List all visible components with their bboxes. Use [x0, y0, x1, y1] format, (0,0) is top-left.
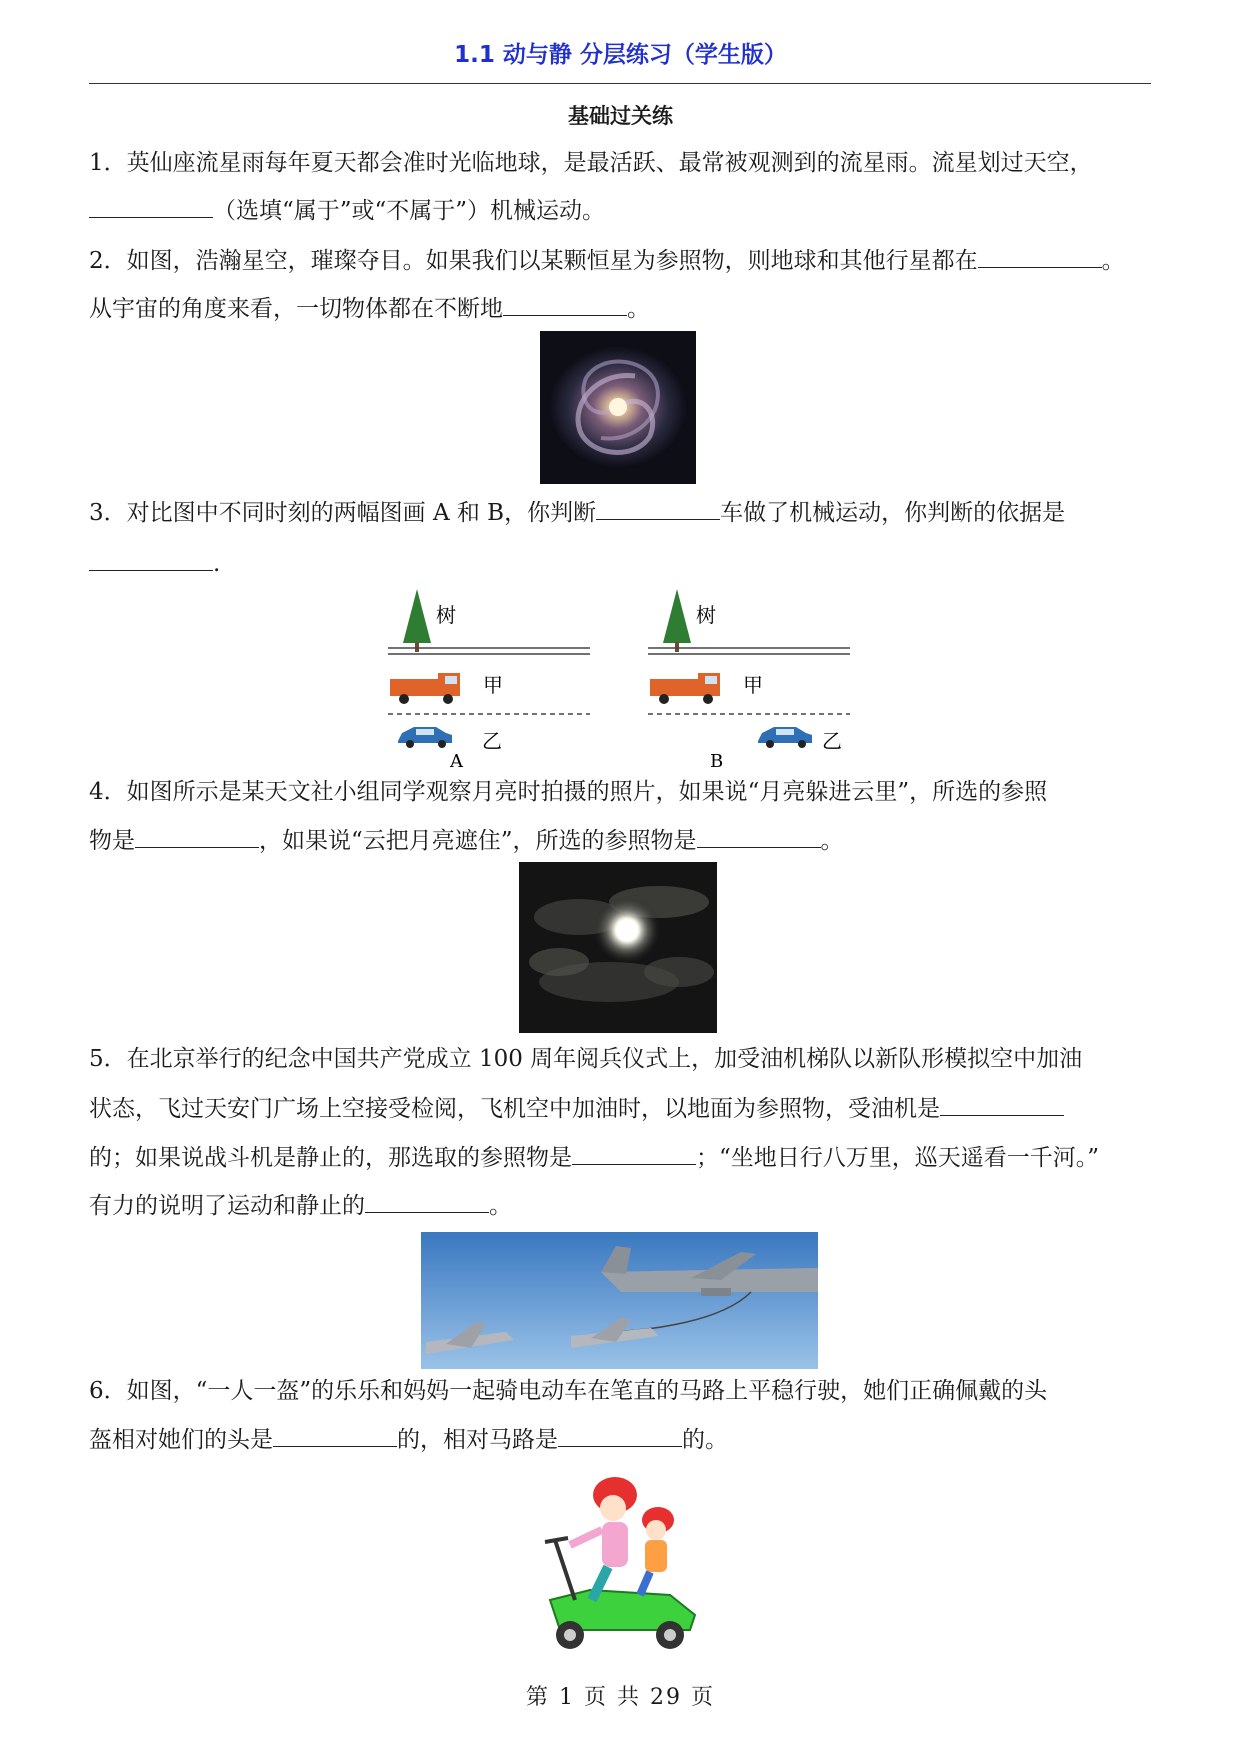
- truck-label: 甲: [483, 673, 503, 697]
- answer-blank[interactable]: [503, 293, 627, 316]
- answer-blank[interactable]: [273, 1424, 397, 1447]
- mother-rider: [570, 1477, 637, 1600]
- q5-line1: 5．在北京举行的纪念中国共产党成立 100 周年阅兵仪式上，加受油机梯队以新队形模拟空中加油: [89, 1046, 1083, 1072]
- q6-line2: 盔相对她们的头是 的，相对马路是 的。: [89, 1424, 728, 1455]
- q2-line2: 从宇宙的角度来看，一切物体都在不断地 。: [89, 293, 650, 324]
- page-title: 1.1 动与静 分层练习（学生版）: [454, 42, 787, 68]
- aerial-refueling-image: [421, 1232, 818, 1369]
- tree-icon: [403, 589, 431, 652]
- q5-line2: 状态，飞过天安门广场上空接受检阅，飞机空中加油时，以地面为参照物，受油机是: [89, 1093, 1064, 1124]
- panel-b-label: B: [710, 751, 724, 770]
- truck-icon: [390, 673, 460, 704]
- q4-line2: 物是 ，如果说“云把月亮遮住”，所选的参照物是 。: [89, 825, 844, 856]
- tree-label: 树: [696, 603, 716, 627]
- panel-a-label: A: [450, 751, 463, 770]
- q2-line1: 2．如图，浩瀚星空，璀璨夺目。如果我们以某颗恒星为参照物，则地球和其他行星都在 。: [89, 245, 1125, 276]
- answer-blank[interactable]: [596, 497, 720, 520]
- answer-blank[interactable]: [940, 1093, 1064, 1116]
- q5-line3: 的；如果说战斗机是静止的，那选取的参照物是 ；“坐地日行八万里，巡天遥看一千河。”: [89, 1142, 1099, 1173]
- answer-blank[interactable]: [89, 548, 213, 571]
- child-rider: [640, 1507, 674, 1595]
- answer-blank[interactable]: [135, 825, 259, 848]
- q1-line1: 1．英仙座流星雨每年夏天都会准时光临地球，是最活跃、最常被观测到的流星雨。流星划过天空，: [89, 150, 1093, 176]
- q6-line1: 6．如图，“一人一盔”的乐乐和妈妈一起骑电动车在笔直的马路上平稳行驶，她们正确佩戴的头: [89, 1378, 1048, 1404]
- answer-blank[interactable]: [572, 1142, 696, 1165]
- q3-line2: .: [89, 548, 220, 579]
- tree-icon: [663, 589, 691, 652]
- tree-label: 树: [436, 603, 456, 627]
- car-icon: [758, 727, 812, 748]
- q3-line1: 3．对比图中不同时刻的两幅图画 A 和 B，你判断 车做了机械运动，你判断的依据是: [89, 497, 1065, 528]
- header-divider: [89, 83, 1151, 84]
- panel-b: [648, 589, 850, 770]
- page-footer: 第 1 页 共 29 页: [526, 1685, 715, 1710]
- moon-clouds-image: [519, 862, 717, 1033]
- galaxy-image: [540, 331, 696, 484]
- scooter-riders-illustration: [530, 1470, 710, 1660]
- truck-label: 甲: [743, 673, 763, 697]
- answer-blank[interactable]: [89, 195, 213, 218]
- car-label: 乙: [822, 729, 842, 753]
- panel-a: [388, 589, 590, 770]
- answer-blank[interactable]: [697, 825, 821, 848]
- q4-line1: 4．如图所示是某天文社小组同学观察月亮时拍摄的照片，如果说“月亮躲进云里”，所选的参照: [89, 779, 1048, 805]
- car-icon: [398, 727, 452, 748]
- answer-blank[interactable]: [978, 245, 1102, 268]
- q1-line2: （选填“属于”或“不属于”）机械运动。: [89, 195, 605, 226]
- truck-icon: [650, 673, 720, 704]
- answer-blank[interactable]: [558, 1424, 682, 1447]
- section-title: 基础过关练: [568, 104, 673, 128]
- answer-blank[interactable]: [365, 1190, 489, 1213]
- car-label: 乙: [482, 729, 502, 753]
- q5-line4: 有力的说明了运动和静止的 。: [89, 1190, 512, 1221]
- truck-car-figure: [380, 585, 860, 770]
